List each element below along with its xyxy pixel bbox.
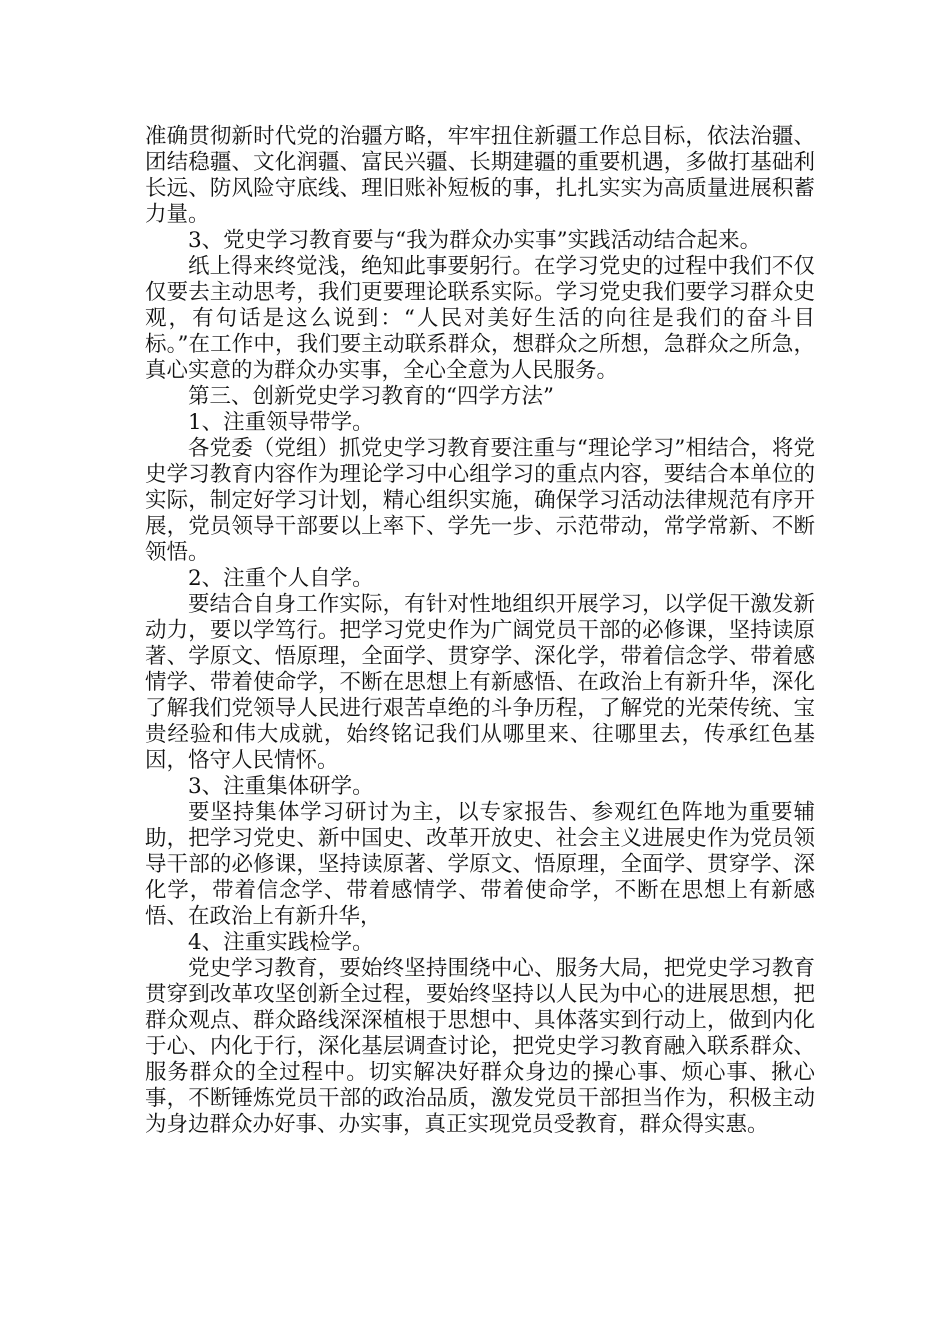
paragraph: 党史学习教育，要始终坚持围绕中心、服务大局，把党史学习教育贯穿到改革攻坚创新全过程，要始终坚持以人民为中心的进展思想，把群众观点、群众路线深深植根于思想中、具体落实到行动上，做到内化于心、内化于行，深化基层调查讨论，把党史学习教育融入联系群众、服务群众的全过程中。切实解决好群众身边的操心事、烦心事、揪心事，不断锤炼党员干部的政治品质，激发党员干部担当作为，积极主动为身边群众办好事、办实事，真正实现党员受教育，群众得实惠。 [145, 956, 815, 1137]
subheading: 2、注重个人自学。 [188, 566, 374, 591]
paragraph: 纸上得来终觉浅，绝知此事要躬行。在学习党史的过程中我们不仅仅要去主动思考，我们更要理论联系实际。学习党史我们要学习群众史观，有句话是这么说到：“人民对美好生活的向往是我们的奋斗目标。”在工作中，我们要主动联系群众，想群众之所想，急群众之所急，真心实意的为群众办实事，全心全意为人民服务。 [145, 254, 815, 383]
paragraph: 3、党史学习教育要与“我为群众办实事”实践活动结合起来。 [188, 228, 762, 253]
paragraph: 要坚持集体学习研讨为主，以专家报告、参观红色阵地为重要辅助，把学习党史、新中国史、改革开放史、社会主义进展史作为党员领导干部的必修课，坚持读原著、学原文、悟原理，全面学、贯穿学、深化学，带着信念学、带着感情学、带着使命学，不断在思想上有新感悟、在政治上有新升华， [145, 800, 815, 929]
subheading: 3、注重集体研学。 [188, 774, 374, 799]
subheading: 4、注重实践检学。 [188, 930, 374, 955]
paragraph: 要结合自身工作实际，有针对性地组织开展学习，以学促干激发新动力，要以学笃行。把学习党史作为广阔党员干部的必修课，坚持读原著、学原文、悟原理，全面学、贯穿学、深化学，带着信念学、带着感情学、带着使命学，不断在思想上有新感悟、在政治上有新升华，深化了解我们党领导人民进行艰苦卓绝的斗争历程，了解党的光荣传统、宝贵经验和伟大成就，始终铭记我们从哪里来、往哪里去，传承红色基因，恪守人民情怀。 [145, 592, 815, 773]
paragraph: 各党委（党组）抓党史学习教育要注重与“理论学习”相结合，将党史学习教育内容作为理论学习中心组学习的重点内容，要结合本单位的实际，制定好学习计划，精心组织实施，确保学习活动法律规范有序开展，党员领导干部要以上率下、学先一步、示范带动，常学常新、不断领悟。 [145, 436, 815, 565]
paragraph: 准确贯彻新时代党的治疆方略，牢牢扭住新疆工作总目标，依法治疆、团结稳疆、文化润疆、富民兴疆、长期建疆的重要机遇，多做打基础利长远、防风险守底线、理旧账补短板的事，扎扎实实为高质量进展积蓄力量。 [145, 124, 815, 227]
subheading: 1、注重领导带学。 [188, 410, 374, 435]
section-heading: 第三、创新党史学习教育的“四学方法” [188, 384, 554, 409]
document-page [145, 124, 815, 1138]
